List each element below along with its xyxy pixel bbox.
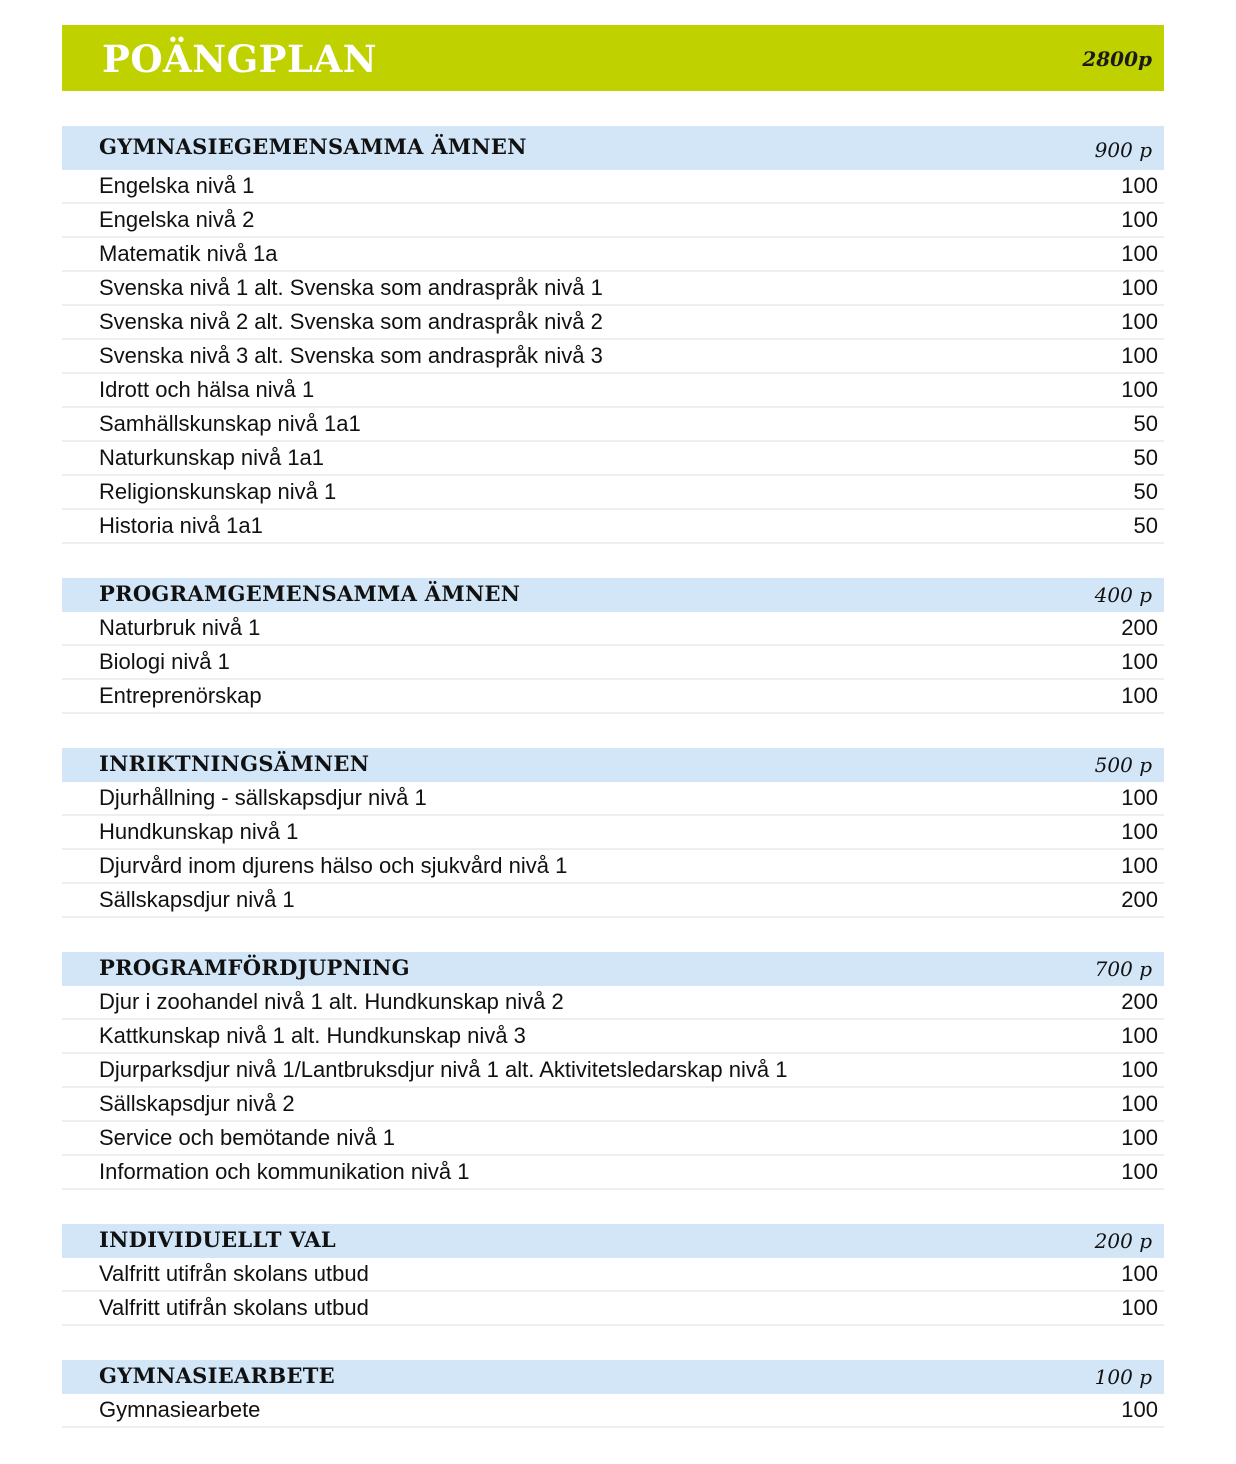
course-name: Sällskapsdjur nivå 2 (99, 1091, 295, 1116)
course-row (62, 1054, 1164, 1088)
course-name: Religionskunskap nivå 1 (99, 479, 337, 504)
course-name: Djurvård inom djurens hälso och sjukvård nivå 1 (99, 853, 568, 878)
points-plan-document (62, 25, 1164, 1428)
course-name: Historia nivå 1a1 (99, 513, 263, 538)
course-name: Engelska nivå 1 (99, 173, 255, 198)
section-points: 900 p (1094, 138, 1152, 162)
course-name: Svenska nivå 2 alt. Svenska som andraspråk nivå 2 (99, 309, 603, 334)
course-points: 100 (1121, 309, 1158, 334)
section-title: GYMNASIEGEMENSAMMA ÄMNEN (99, 134, 527, 159)
course-row (62, 442, 1164, 476)
course-row (62, 1292, 1164, 1326)
course-points: 100 (1121, 1159, 1158, 1184)
course-name: Service och bemötande nivå 1 (99, 1125, 395, 1150)
course-points: 100 (1121, 785, 1158, 810)
section-title: INRIKTNINGSÄMNEN (99, 751, 370, 776)
course-name: Biologi nivå 1 (99, 649, 230, 674)
course-points: 100 (1121, 275, 1158, 300)
course-row (62, 782, 1164, 816)
section-title: INDIVIDUELLT VAL (99, 1227, 336, 1252)
section-points: 500 p (1094, 753, 1152, 777)
course-points: 100 (1121, 1057, 1158, 1082)
course-row (62, 986, 1164, 1020)
course-row (62, 408, 1164, 442)
course-points: 50 (1133, 479, 1158, 504)
section-header (62, 126, 1164, 170)
course-points: 50 (1133, 411, 1158, 436)
course-points: 100 (1121, 683, 1158, 708)
course-points: 100 (1121, 377, 1158, 402)
course-row (62, 1156, 1164, 1190)
course-name: Hundkunskap nivå 1 (99, 819, 299, 844)
course-name: Samhällskunskap nivå 1a1 (99, 411, 361, 436)
course-points: 100 (1121, 1397, 1158, 1422)
course-name: Engelska nivå 2 (99, 207, 255, 232)
course-row (62, 1394, 1164, 1428)
course-points: 200 (1121, 615, 1158, 640)
section-points: 200 p (1094, 1229, 1152, 1253)
section-points: 100 p (1094, 1365, 1152, 1389)
course-row (62, 1122, 1164, 1156)
course-name: Entreprenörskap (99, 683, 262, 708)
total-points: 2800p (1082, 47, 1152, 71)
course-points: 100 (1121, 819, 1158, 844)
course-points: 100 (1121, 853, 1158, 878)
course-name: Sällskapsdjur nivå 1 (99, 887, 295, 912)
course-row (62, 816, 1164, 850)
course-name: Kattkunskap nivå 1 alt. Hundkunskap nivå 3 (99, 1023, 526, 1048)
course-row (62, 374, 1164, 408)
section-points: 700 p (1094, 957, 1152, 981)
course-name: Information och kommunikation nivå 1 (99, 1159, 470, 1184)
course-points: 100 (1121, 343, 1158, 368)
course-name: Matematik nivå 1a (99, 241, 278, 266)
course-row (62, 612, 1164, 646)
course-points: 50 (1133, 445, 1158, 470)
course-name: Naturbruk nivå 1 (99, 615, 261, 640)
course-row (62, 1258, 1164, 1292)
section-header (62, 1360, 1164, 1394)
course-row (62, 646, 1164, 680)
course-row (62, 170, 1164, 204)
course-name: Naturkunskap nivå 1a1 (99, 445, 325, 470)
course-row (62, 850, 1164, 884)
course-points: 100 (1121, 649, 1158, 674)
section-header (62, 748, 1164, 782)
course-name: Djurparksdjur nivå 1/Lantbruksdjur nivå 1 alt. Aktivitetsledarskap nivå 1 (99, 1057, 788, 1082)
section-header (62, 952, 1164, 986)
course-row (62, 272, 1164, 306)
course-row (62, 1088, 1164, 1122)
course-row (62, 510, 1164, 544)
section-points: 400 p (1094, 583, 1152, 607)
course-row (62, 884, 1164, 918)
section-header (62, 578, 1164, 612)
title-bar (62, 25, 1164, 91)
course-points: 100 (1121, 1125, 1158, 1150)
course-row (62, 340, 1164, 374)
course-row (62, 306, 1164, 340)
course-points: 100 (1121, 1023, 1158, 1048)
section-header (62, 1224, 1164, 1258)
course-row (62, 238, 1164, 272)
course-row (62, 476, 1164, 510)
course-points: 200 (1121, 887, 1158, 912)
course-row (62, 680, 1164, 714)
course-name: Djurhållning - sällskapsdjur nivå 1 (99, 785, 427, 810)
course-points: 50 (1133, 513, 1158, 538)
course-points: 100 (1121, 1091, 1158, 1116)
course-points: 100 (1121, 241, 1158, 266)
course-name: Valfritt utifrån skolans utbud (99, 1261, 369, 1286)
course-name: Idrott och hälsa nivå 1 (99, 377, 315, 402)
section-title: PROGRAMGEMENSAMMA ÄMNEN (99, 581, 521, 606)
course-name: Svenska nivå 3 alt. Svenska som andraspråk nivå 3 (99, 343, 603, 368)
course-name: Djur i zoohandel nivå 1 alt. Hundkunskap nivå 2 (99, 989, 564, 1014)
course-name: Gymnasiearbete (99, 1397, 261, 1422)
course-row (62, 1020, 1164, 1054)
page-title: POÄNGPLAN (102, 37, 378, 81)
course-row (62, 204, 1164, 238)
course-points: 200 (1121, 989, 1158, 1014)
course-points: 100 (1121, 173, 1158, 198)
course-points: 100 (1121, 207, 1158, 232)
course-name: Valfritt utifrån skolans utbud (99, 1295, 369, 1320)
section-title: PROGRAMFÖRDJUPNING (99, 955, 410, 980)
section-title: GYMNASIEARBETE (99, 1363, 335, 1388)
course-name: Svenska nivå 1 alt. Svenska som andraspråk nivå 1 (99, 275, 603, 300)
course-points: 100 (1121, 1295, 1158, 1320)
course-points: 100 (1121, 1261, 1158, 1286)
